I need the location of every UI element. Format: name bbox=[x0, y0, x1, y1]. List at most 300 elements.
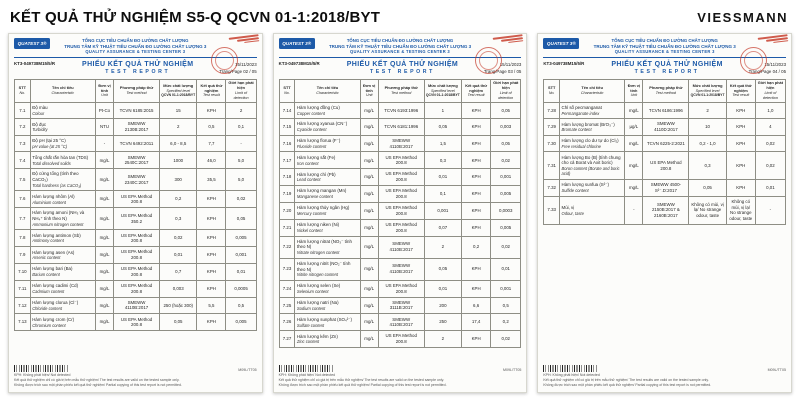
cell-no: 7.1 bbox=[15, 102, 31, 118]
cell-spec: 2 bbox=[424, 236, 461, 258]
cell-characteristic bbox=[560, 136, 625, 152]
doc-title: PHIẾU KẾT QUẢ THỬ NGHIỆM bbox=[82, 60, 194, 68]
col-result-label-en: Test result bbox=[203, 93, 220, 98]
col-spec-label-en: Specified level bbox=[695, 88, 720, 93]
table-row bbox=[279, 152, 521, 169]
cell-method: TCVN 6193:1996 bbox=[378, 102, 424, 118]
cell-unit: mg/L bbox=[360, 202, 378, 219]
org-name-en: QUALITY ASSURANCE & TESTING CENTER 3 bbox=[614, 49, 715, 55]
org-lines bbox=[54, 38, 217, 55]
col-characteristic-label-vi: Tên chỉ tiêu bbox=[316, 85, 339, 91]
results-table bbox=[14, 79, 257, 331]
col-unit-label-vi: Đơn vị tính bbox=[363, 82, 376, 93]
results-table bbox=[279, 79, 522, 348]
cell-unit: mg/L bbox=[95, 230, 113, 247]
page-number: Trang/Page 04 / 05 bbox=[748, 68, 787, 74]
cell-unit: mg/L bbox=[360, 331, 378, 348]
cell-no: 7.5 bbox=[15, 169, 31, 191]
cell-characteristic bbox=[560, 152, 625, 179]
form-code: M09L/TT05 bbox=[502, 367, 522, 372]
characteristic-vi: Hàm lượng sunfua (S²⁻) bbox=[561, 182, 609, 188]
results-table-body bbox=[279, 102, 521, 347]
cell-result: KPH bbox=[462, 280, 491, 297]
cell-no: 7.24 bbox=[279, 280, 295, 297]
cell-no: 7.7 bbox=[15, 208, 31, 230]
cell-no: 7.22 bbox=[279, 236, 295, 258]
cell-characteristic bbox=[295, 258, 360, 280]
col-result bbox=[197, 79, 226, 102]
table-row bbox=[15, 280, 257, 297]
cell-unit: mg/L bbox=[360, 152, 378, 169]
col-lod bbox=[226, 79, 256, 102]
cell-spec: 0,05 bbox=[424, 119, 461, 135]
cell-spec: 200 bbox=[424, 297, 461, 314]
cell-unit: mg/L bbox=[625, 179, 643, 196]
cell-unit: mg/L bbox=[625, 102, 643, 118]
table-row bbox=[15, 169, 257, 191]
cell-result: KPH bbox=[197, 263, 226, 280]
cell-method: US EPA Method 200.8 bbox=[378, 152, 424, 169]
characteristic-en: Chloride content bbox=[32, 305, 63, 311]
col-method bbox=[378, 79, 424, 102]
characteristic-en: Total dissolved solids bbox=[32, 160, 71, 166]
cell-unit: mg/L bbox=[360, 102, 378, 118]
col-result-label-en: Test result bbox=[732, 93, 750, 98]
footer-note-2: Kết quả thử nghiệm chỉ có giá trị trên mẫu thử nghiệm/ The test results are valid on the tested sample only. bbox=[278, 377, 445, 382]
header-row bbox=[279, 79, 521, 102]
col-unit bbox=[625, 79, 643, 102]
characteristic-en: Barium content bbox=[32, 272, 60, 278]
cell-no: 7.16 bbox=[279, 135, 295, 152]
table-row bbox=[544, 196, 786, 224]
cell-lod: 0,02 bbox=[755, 136, 785, 152]
cell-unit: NTU bbox=[95, 119, 113, 136]
cell-spec: 0,3 bbox=[689, 152, 726, 179]
col-result bbox=[726, 79, 755, 102]
cell-spec: 0,3 bbox=[159, 208, 196, 230]
cell-no: 7.29 bbox=[544, 119, 560, 136]
characteristic-vi: Hàm lượng mangan (Mn) bbox=[296, 188, 347, 194]
cell-result: KPH bbox=[462, 102, 491, 118]
cell-characteristic bbox=[30, 280, 95, 297]
col-no-label-en: No. bbox=[284, 90, 290, 95]
table-row bbox=[15, 102, 257, 118]
cell-lod: 0,02 bbox=[226, 191, 256, 208]
cell-spec: 300 bbox=[159, 169, 196, 191]
cell-result: KPH bbox=[462, 202, 491, 219]
characteristic-en: Copper content bbox=[296, 110, 325, 116]
cell-method: SMEWW 2150B:2017 & 2160B:2017 bbox=[643, 196, 689, 224]
red-seal-stamp-icon bbox=[211, 47, 238, 74]
cell-result: KPH bbox=[197, 314, 226, 331]
cell-spec: 0,2 - 1,0 bbox=[689, 136, 726, 152]
cell-spec: 10 bbox=[689, 119, 726, 136]
col-lod-label-vi: Giới hạn phát hiện bbox=[757, 80, 784, 91]
characteristic-vi: Hàm lượng đồng (Cu) bbox=[296, 105, 340, 111]
table-row bbox=[279, 169, 521, 186]
cell-method: SMEWW 4110B:2017 bbox=[378, 258, 424, 280]
cell-unit: mg/L bbox=[95, 280, 113, 297]
characteristic-en: Nickel content bbox=[296, 227, 323, 233]
cell-no: 7.15 bbox=[279, 119, 295, 135]
doc-title-block bbox=[75, 61, 201, 75]
cell-unit: mg/L bbox=[360, 314, 378, 331]
cell-lod: 4 bbox=[755, 119, 785, 136]
characteristic-en: Sulfide content bbox=[561, 188, 589, 193]
col-unit-label-en: Unit bbox=[365, 93, 373, 98]
cell-characteristic bbox=[30, 208, 95, 230]
cell-characteristic bbox=[560, 196, 625, 224]
col-lod-label-en: Limit of detection bbox=[498, 91, 514, 100]
cell-method: US EPA Method 200.8 bbox=[643, 152, 689, 179]
characteristic-en: Sulfate content bbox=[296, 322, 325, 328]
characteristic-vi: Hàm lượng asen (As) bbox=[32, 249, 75, 255]
characteristic-en: Selenium content bbox=[296, 288, 329, 294]
characteristic-vi: Hàm lượng cadimi (Cd) bbox=[32, 283, 79, 289]
cell-result: KPH bbox=[197, 191, 226, 208]
col-characteristic-label-vi: Tên chỉ tiêu bbox=[52, 85, 74, 91]
cell-method: SMEWW 2340C:2017 bbox=[114, 169, 160, 191]
cell-characteristic bbox=[295, 119, 360, 135]
cell-result: 17,4 bbox=[462, 314, 491, 331]
col-characteristic-label-en: Characteristic bbox=[580, 90, 604, 95]
footer-note-3: Không được trích sao một phần phiếu kết quả thử nghiệm/ Partial copying of this test report is not permitted. bbox=[14, 382, 182, 387]
report-pages bbox=[0, 33, 800, 401]
report-date: 15/11/2023 bbox=[235, 61, 257, 67]
cell-characteristic bbox=[30, 247, 95, 264]
cell-result: KPH bbox=[462, 186, 491, 203]
cell-characteristic bbox=[295, 236, 360, 258]
cell-no: 7.21 bbox=[279, 219, 295, 236]
cell-method: TCVN 6185:2015 bbox=[114, 102, 160, 118]
cell-result: KPH bbox=[462, 258, 491, 280]
cell-lod: 0,05 bbox=[491, 135, 521, 152]
cell-lod: 0,2 bbox=[491, 314, 521, 331]
org-center-name: TRUNG TÂM KỸ THUẬT TIÊU CHUẨN ĐO LƯỜNG CHẤT LƯỢNG 3 bbox=[64, 43, 207, 49]
table-row bbox=[279, 314, 521, 331]
cell-lod: 0,05 bbox=[226, 208, 256, 230]
cell-method: SMEWW 4500-S²⁻.D:2017 bbox=[643, 179, 689, 196]
cell-result: KPH bbox=[726, 179, 755, 196]
cell-unit: mg/L bbox=[360, 297, 378, 314]
cell-unit: Pt-Co bbox=[95, 102, 113, 118]
cell-lod: 0,005 bbox=[491, 186, 521, 203]
cell-characteristic bbox=[30, 191, 95, 208]
cell-unit: mg/L bbox=[95, 191, 113, 208]
cell-result: 5,5 bbox=[197, 297, 226, 314]
cell-no: 7.31 bbox=[544, 152, 560, 179]
characteristic-vi: Hàm lượng antimon (Sb) bbox=[32, 232, 81, 238]
results-table-body bbox=[15, 102, 257, 330]
table-row bbox=[279, 186, 521, 203]
cell-spec: 0,001 bbox=[424, 202, 461, 219]
characteristic-en: Colour bbox=[32, 110, 45, 116]
characteristic-en: Total hardness (as CaCO₃) bbox=[32, 182, 82, 188]
cell-spec: 0,1 bbox=[424, 186, 461, 203]
table-row bbox=[544, 179, 786, 196]
footer-row bbox=[279, 365, 522, 372]
characteristic-vi: Hàm lượng crom (Cr) bbox=[32, 316, 75, 322]
cell-method: SMEWW 4110B:2017 bbox=[378, 135, 424, 152]
table-row bbox=[544, 152, 786, 179]
doc-subtitle: TEST REPORT bbox=[369, 68, 435, 75]
col-no-label-vi: STT bbox=[283, 85, 291, 91]
col-no-label-vi: STT bbox=[18, 85, 27, 91]
cell-spec: 1,5 bbox=[424, 135, 461, 152]
cell-method: US EPA Method 200.8 bbox=[378, 331, 424, 348]
characteristic-en: Zinc content bbox=[296, 339, 320, 345]
cell-method: US EPA Method 350.2 bbox=[114, 208, 160, 230]
cell-result: KPH bbox=[197, 247, 226, 264]
col-characteristic-label-en: Characteristic bbox=[51, 90, 75, 95]
cell-result: KPH bbox=[462, 152, 491, 169]
barcode-icon bbox=[279, 365, 333, 372]
table-row bbox=[15, 119, 257, 136]
col-spec-label-vi: Mức chất lượng bbox=[692, 82, 723, 88]
cell-no: 7.28 bbox=[544, 102, 560, 118]
cell-lod: 0,005 bbox=[491, 219, 521, 236]
col-result-label-en: Test result bbox=[467, 93, 485, 98]
doc-title: PHIẾU KẾT QUẢ THỬ NGHIỆM bbox=[611, 60, 723, 68]
header-row bbox=[15, 79, 257, 102]
col-no bbox=[15, 79, 31, 102]
cell-lod: 0,005 bbox=[226, 314, 256, 331]
col-lod-label-vi: Giới hạn phát hiện bbox=[493, 80, 519, 91]
characteristic-en: Nitrate nitrogen content bbox=[296, 250, 340, 256]
col-lod bbox=[755, 79, 785, 102]
report-footer bbox=[279, 363, 522, 388]
characteristic-vi: Hàm lượng chì (Pb) bbox=[296, 171, 336, 177]
cell-unit: - bbox=[625, 196, 643, 224]
cell-method: SMEWW 2540C:2017 bbox=[114, 152, 160, 169]
org-lines bbox=[583, 38, 746, 55]
characteristic-vi: Hàm lượng amoni (NH₃ và NH₄⁺ tính theo N) bbox=[32, 210, 85, 222]
cell-spec: 0,05 bbox=[689, 179, 726, 196]
cell-lod: 0,01 bbox=[491, 258, 521, 280]
cell-no: 7.6 bbox=[15, 191, 31, 208]
characteristic-en: Chromium content bbox=[32, 322, 66, 328]
col-spec-label-vi: Mức chất lượng bbox=[427, 82, 458, 88]
form-code: M09L/TT05 bbox=[767, 367, 787, 372]
results-table-head bbox=[279, 79, 521, 102]
col-spec bbox=[424, 79, 461, 102]
cell-lod: 2 bbox=[226, 102, 256, 118]
cell-lod: 0,01 bbox=[755, 179, 785, 196]
org-lines bbox=[319, 38, 482, 55]
cell-characteristic bbox=[295, 219, 360, 236]
cell-method: US EPA Method 200.8 bbox=[378, 169, 424, 186]
org-name-vi: TỔNG CỤC TIÊU CHUẨN ĐO LƯỜNG CHẤT LƯỢNG bbox=[346, 38, 454, 43]
cell-characteristic bbox=[30, 314, 95, 331]
cell-no: 7.10 bbox=[15, 263, 31, 280]
cell-characteristic bbox=[295, 169, 360, 186]
col-unit-label-en: Unit bbox=[630, 93, 638, 98]
characteristic-vi: Hàm lượng thủy ngân (Hg) bbox=[296, 205, 350, 211]
cell-result: KPH bbox=[197, 208, 226, 230]
org-name-vi: TỔNG CỤC TIÊU CHUẨN ĐO LƯỜNG CHẤT LƯỢNG bbox=[611, 38, 718, 43]
cell-characteristic bbox=[30, 152, 95, 169]
cell-characteristic bbox=[295, 280, 360, 297]
cell-spec: Không có mùi, vị lạ/ No strange odour, taste bbox=[689, 196, 726, 224]
org-center-name: TRUNG TÂM KỸ THUẬT TIÊU CHUẨN ĐO LƯỜNG CHẤT LƯỢNG 3 bbox=[328, 43, 472, 49]
cell-result: KPH bbox=[197, 280, 226, 297]
col-no bbox=[544, 79, 560, 102]
barcode-icon bbox=[14, 365, 68, 372]
org-name-en: QUALITY ASSURANCE & TESTING CENTER 3 bbox=[350, 49, 450, 55]
characteristic-vi: Hàm lượng selen (Se) bbox=[296, 283, 341, 289]
cell-spec: 2 bbox=[159, 119, 196, 136]
footer-note-3: Không được trích sao một phần phiếu kết quả thử nghiệm/ Partial copying of this test report is not permitted. bbox=[543, 382, 712, 387]
cell-method: US EPA Method 200.8 bbox=[378, 280, 424, 297]
cell-lod: 0,001 bbox=[226, 247, 256, 264]
doc-title-block bbox=[604, 61, 730, 75]
cell-result: 7,7 bbox=[197, 136, 226, 152]
cell-result: Không có mùi, vị lạ/ No strange odour, taste bbox=[726, 196, 755, 224]
cell-spec: 0,3 bbox=[424, 152, 461, 169]
characteristic-en: Arsenic content bbox=[32, 255, 61, 261]
table-row bbox=[15, 297, 257, 314]
cell-spec: 0,07 bbox=[424, 219, 461, 236]
characteristic-vi: Mùi, vị bbox=[561, 204, 575, 210]
cell-result: 35,5 bbox=[197, 169, 226, 191]
characteristic-vi: Chỉ số pecmanganat bbox=[561, 105, 602, 111]
cell-unit: mg/L bbox=[360, 169, 378, 186]
cell-method: SMEWW 4110D:2017 bbox=[643, 119, 689, 136]
footer-note-2: Kết quả thử nghiệm chỉ có giá trị trên mẫu thử nghiệm/ The test results are valid on the tested sample only. bbox=[14, 377, 180, 382]
table-row bbox=[279, 202, 521, 219]
table-row bbox=[279, 119, 521, 135]
cell-no: 7.4 bbox=[15, 152, 31, 169]
cell-method: SMEWW 2130B:2017 bbox=[114, 119, 160, 136]
cell-method: US EPA Method 200.8 bbox=[114, 230, 160, 247]
cell-lod: 0,02 bbox=[491, 236, 521, 258]
cell-no: 7.25 bbox=[279, 297, 295, 314]
barcode-icon bbox=[543, 365, 597, 372]
cell-result: KPH bbox=[197, 102, 226, 118]
cell-unit: mg/L bbox=[360, 135, 378, 152]
characteristic-en: Turbidity bbox=[32, 127, 48, 133]
top-bar bbox=[0, 0, 800, 33]
characteristic-vi: Tổng chất rắn hòa tan (TDS) bbox=[32, 154, 89, 160]
col-no-label-en: No. bbox=[19, 90, 26, 95]
cell-lod: 5,0 bbox=[226, 169, 256, 191]
table-row bbox=[15, 314, 257, 331]
footer-note-2: Kết quả thử nghiệm chỉ có giá trị trên mẫu thử nghiệm/ The test results are valid on the tested sample only. bbox=[543, 377, 709, 382]
col-no-label-vi: STT bbox=[548, 85, 556, 91]
cell-lod: 0,5 bbox=[226, 297, 256, 314]
characteristic-en: Cadmium content bbox=[32, 288, 65, 294]
characteristic-vi: Hàm lượng florua (F⁻) bbox=[296, 138, 341, 144]
footer-note-3: Không được trích sao một phần phiếu kết quả thử nghiệm/ Partial copying of this test report is not permitted. bbox=[278, 382, 447, 387]
table-row bbox=[279, 258, 521, 280]
table-row bbox=[279, 236, 521, 258]
cell-spec: 0,05 bbox=[159, 314, 196, 331]
cell-lod: 0,05 bbox=[491, 102, 521, 118]
cell-characteristic bbox=[30, 263, 95, 280]
characteristic-vi: Độ pH (tại 25 °C) bbox=[32, 138, 66, 144]
cell-characteristic bbox=[295, 135, 360, 152]
characteristic-en: pH value (at 25 °C) bbox=[32, 143, 68, 149]
cell-spec: 250 (hoặc 300) bbox=[159, 297, 196, 314]
header-row bbox=[544, 79, 786, 102]
characteristic-vi: Hàm lượng Bo (B) (tính chung cho cả Borat và Axit boric) bbox=[561, 154, 621, 166]
col-unit-label-vi: Đơn vị tính bbox=[98, 82, 111, 93]
col-method bbox=[643, 79, 689, 102]
col-unit-label-en: Unit bbox=[101, 93, 108, 98]
col-characteristic bbox=[295, 79, 360, 102]
cell-unit: mg/L bbox=[95, 247, 113, 264]
col-method bbox=[114, 79, 160, 102]
cell-characteristic bbox=[295, 202, 360, 219]
cell-lod: - bbox=[755, 196, 785, 224]
col-method-label-vi: Phương pháp thử bbox=[119, 85, 154, 91]
cell-method: US EPA Method 200.8 bbox=[114, 247, 160, 264]
cell-unit: - bbox=[95, 136, 113, 152]
cell-unit: mg/L bbox=[360, 280, 378, 297]
col-characteristic bbox=[560, 79, 625, 102]
characteristic-en: Lead content bbox=[296, 177, 321, 183]
characteristic-vi: Hàm lượng nitrit (NO₂⁻ tính theo N) bbox=[296, 260, 351, 272]
cell-unit: mg/L bbox=[95, 169, 113, 191]
cell-lod: 0,001 bbox=[491, 280, 521, 297]
cell-result: 0,2 bbox=[462, 236, 491, 258]
cell-spec: 1000 bbox=[159, 152, 196, 169]
table-row bbox=[15, 247, 257, 264]
results-table-body bbox=[544, 102, 786, 224]
report-date: 15/11/2023 bbox=[499, 61, 522, 67]
cell-spec: 0,05 bbox=[424, 258, 461, 280]
cell-lod: 0,02 bbox=[491, 152, 521, 169]
form-code: M09L/TT05 bbox=[238, 367, 257, 372]
cell-lod: 0,02 bbox=[755, 152, 785, 179]
cell-characteristic bbox=[560, 102, 625, 118]
org-center-name: TRUNG TÂM KỸ THUẬT TIÊU CHUẨN ĐO LƯỜNG CHẤT LƯỢNG 3 bbox=[593, 43, 736, 49]
report-footer bbox=[14, 363, 257, 388]
col-result-label-vi: Kết quả thử nghiệm bbox=[200, 82, 223, 93]
col-spec-label-vi: Mức chất lượng bbox=[163, 82, 194, 88]
cell-unit: mg/L bbox=[95, 152, 113, 169]
cell-no: 7.19 bbox=[279, 186, 295, 203]
cell-characteristic bbox=[30, 230, 95, 247]
table-row bbox=[279, 297, 521, 314]
table-row bbox=[279, 219, 521, 236]
cell-no: 7.14 bbox=[279, 102, 295, 118]
characteristic-en: Cyanide content bbox=[296, 127, 327, 133]
cell-no: 7.27 bbox=[279, 331, 295, 348]
cell-lod: 1,0 bbox=[755, 102, 785, 118]
org-name-en: QUALITY ASSURANCE & TESTING CENTER 3 bbox=[85, 49, 186, 55]
cell-spec: 1 bbox=[424, 102, 461, 118]
characteristic-vi: Hàm lượng nhôm (Al) bbox=[32, 193, 75, 199]
table-row bbox=[15, 208, 257, 230]
org-name-vi: TỔNG CỤC TIÊU CHUẨN ĐO LƯỜNG CHẤT LƯỢNG bbox=[82, 38, 189, 43]
cell-method: SMEWW 4110B:2017 bbox=[378, 236, 424, 258]
cell-unit: mg/L bbox=[625, 152, 643, 179]
cell-result: KPH bbox=[726, 102, 755, 118]
cell-lod: 0,0003 bbox=[491, 202, 521, 219]
cell-spec: 2 bbox=[424, 331, 461, 348]
cell-spec: 0,003 bbox=[159, 280, 196, 297]
quatest3-logo: QUATEST 3® bbox=[14, 38, 50, 49]
col-spec-standard: QCVN 01-1:2018/BYT bbox=[425, 93, 460, 98]
cell-characteristic bbox=[30, 169, 95, 191]
cell-method: US EPA Method 200.8 bbox=[378, 202, 424, 219]
cell-unit: mg/L bbox=[95, 208, 113, 230]
cell-lod: 5,0 bbox=[226, 152, 256, 169]
characteristic-en: Ammonium nitrogen content bbox=[32, 221, 84, 227]
col-spec-standard: QCVN 01-1:2018/BYT bbox=[690, 93, 725, 98]
col-spec bbox=[689, 79, 726, 102]
